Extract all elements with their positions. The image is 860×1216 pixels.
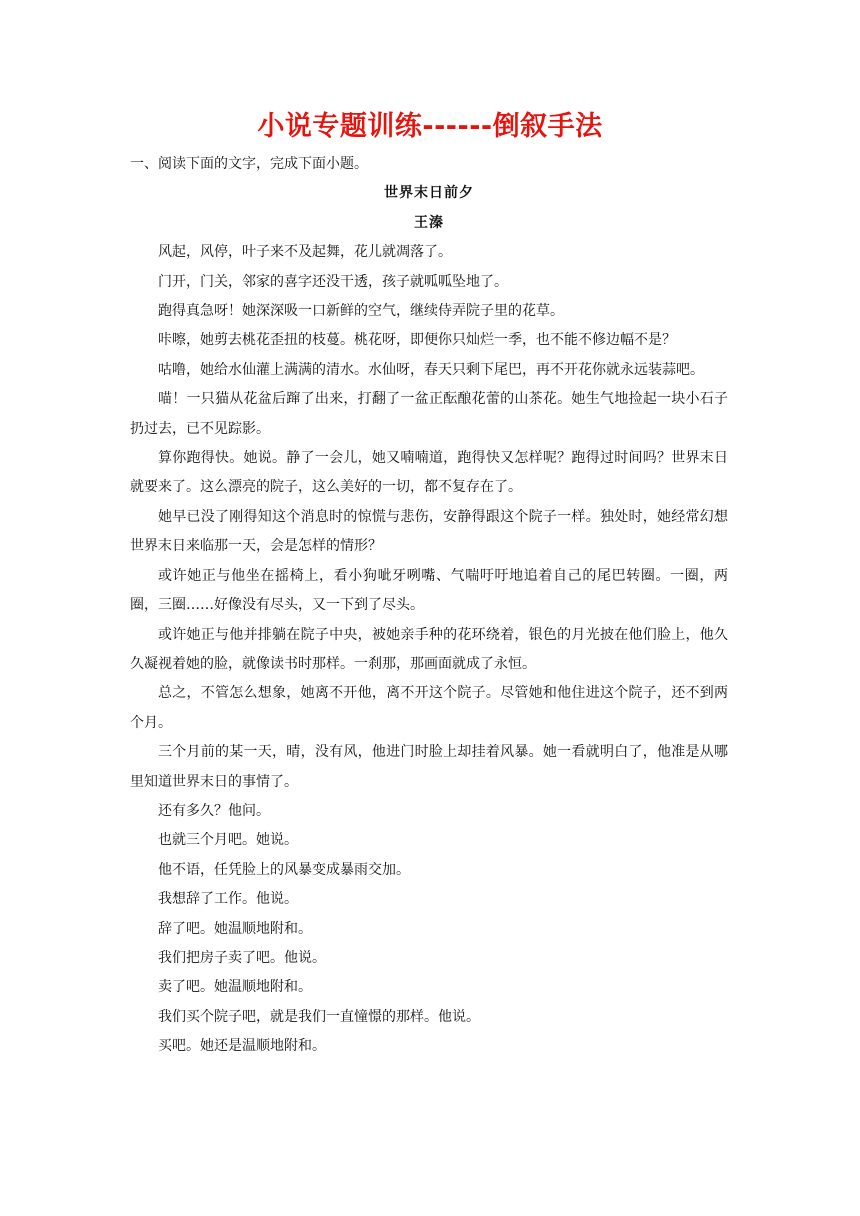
paragraph: 还有多久？他问。 [158,802,270,819]
document-body [130,150,728,1062]
paragraph: 我想辞了工作。他说。 [158,891,298,908]
paragraph: 门开，门关，邻家的喜字还没干透，孩子就呱呱坠地了。 [158,273,508,290]
paragraph: 买吧。她还是温顺地附和。 [158,1038,326,1055]
paragraph: 辞了吧。她温顺地附和。 [158,920,312,937]
paragraph: 她早已没了刚得知这个消息时的惊慌与悲伤，安静得跟这个院子一样。独处时，她经常幻想世界末日来临那一天，会是怎样的情形？ [130,508,728,555]
paragraph: 或许她正与他坐在摇椅上，看小狗呲牙咧嘴、气喘吁吁地追着自己的尾巴转圈。一圈，两圈，三圈……好像没有尽头，又一下到了尽头。 [130,567,728,614]
story-title: 世界末日前夕 [384,185,474,202]
paragraph: 跑得真急呀！她深深吸一口新鲜的空气，继续侍弄院子里的花草。 [158,303,564,320]
paragraph: 咕噜，她给水仙灌上满满的清水。水仙呀，春天只剩下尾巴，再不开花你就永远装蒜吧。 [158,361,704,378]
paragraph: 风起，风停，叶子来不及起舞，花儿就凋落了。 [158,244,452,261]
paragraph: 咔嚓，她剪去桃花歪扭的枝蔓。桃花呀，即便你只灿烂一季，也不能不修边幅不是？ [158,332,676,349]
document-title: 小说专题训练------倒叙手法 [257,111,603,142]
paragraph: 或许她正与他并排躺在院子中央，被她亲手种的花环绕着，银色的月光披在他们脸上，他久久凝视着她的脸，就像读书时那样。一刹那，那画面就成了永恒。 [130,626,728,672]
paragraph: 他不语，任凭脸上的风暴变成暴雨交加。 [158,861,410,878]
story-author: 王溱 [414,214,444,231]
paragraph: 算你跑得快。她说。静了一会儿，她又喃喃道，跑得快又怎样呢？跑得过时间吗？世界末日就要来了。这么漂亮的院子，这么美好的一切，都不复存在了。 [130,450,728,496]
paragraph: 我们把房子卖了吧。他说。 [158,949,326,966]
paragraph: 我们买个院子吧，就是我们一直憧憬的那样。他说。 [158,1008,480,1025]
paragraph: 喵！一只猫从花盆后蹿了出来，打翻了一盆正酝酿花蕾的山茶花。她生气地捡起一块小石子扔过去，已不见踪影。 [130,391,728,437]
paragraph: 三个月前的某一天，晴，没有风，他进门时脸上却挂着风暴。她一看就明白了，他准是从哪里知道世界末日的事情了。 [130,744,728,790]
question-intro: 一、阅读下面的文字，完成下面小题。 [130,156,368,172]
paragraph: 总之，不管怎么想象，她离不开他，离不开这个院子。尽管她和他住进这个院子，还不到两个月。 [130,685,728,731]
paragraph: 卖了吧。她温顺地附和。 [158,979,312,996]
paragraph: 也就三个月吧。她说。 [158,832,298,849]
